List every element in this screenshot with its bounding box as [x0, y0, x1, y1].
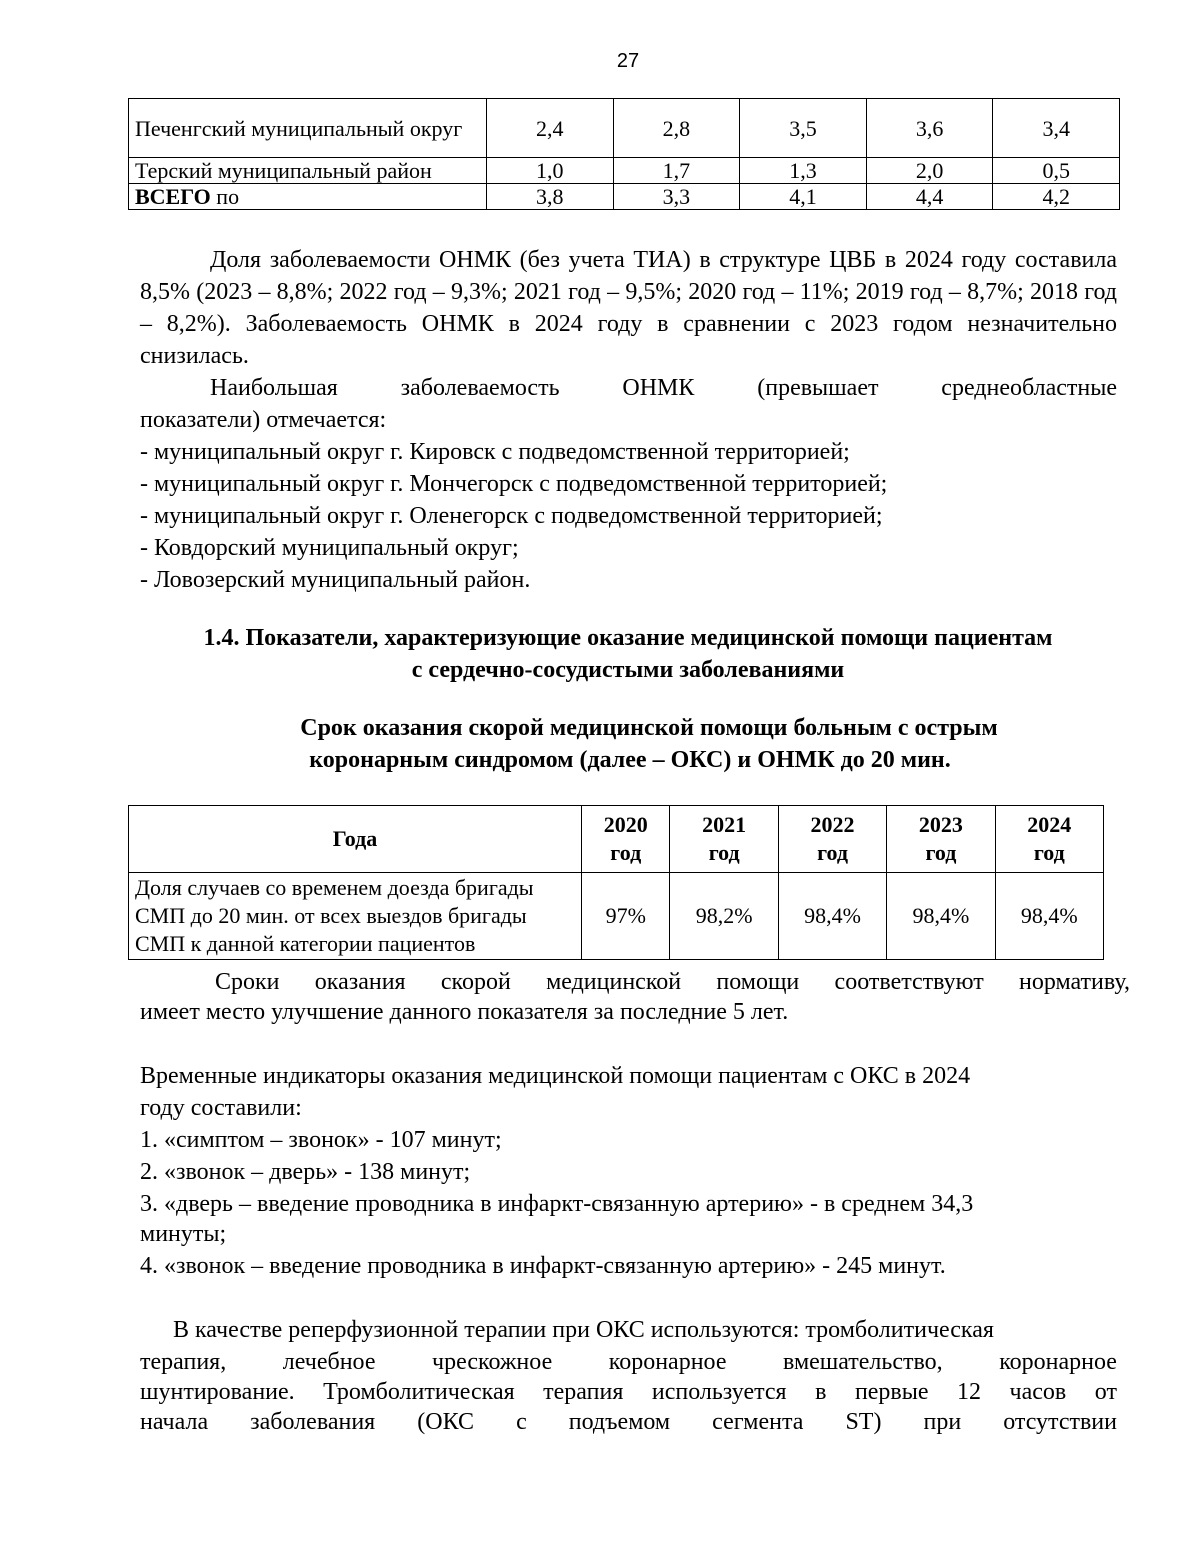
year: 2022	[810, 812, 855, 837]
table-row	[129, 158, 1120, 184]
total-label	[129, 184, 487, 210]
year: 2021	[702, 812, 747, 837]
paragraph-indicators-line1: Временные индикаторы оказания медицинской помощи пациентам с ОКС в 2024	[140, 1063, 971, 1089]
table-cell: 3,4	[993, 99, 1120, 158]
word: часов	[1009, 1379, 1067, 1405]
table-cell: 4,1	[740, 184, 867, 210]
paragraph-reperfusion-line4	[140, 1406, 1117, 1438]
table-cell: 3,6	[866, 99, 993, 158]
paragraph-reperfusion-line3	[140, 1376, 1117, 1408]
year-unit: год	[817, 840, 848, 865]
table-cell: 4,4	[866, 184, 993, 210]
word: используется	[651, 1379, 787, 1405]
word: ОНМК	[622, 375, 695, 401]
year-unit: год	[1033, 840, 1065, 865]
paragraph-terms-line1	[215, 966, 1130, 998]
word: с	[516, 1409, 527, 1435]
word: заболеваемость	[400, 375, 560, 401]
ambulance-time-table	[128, 805, 1104, 960]
word: вмешательство,	[783, 1349, 943, 1375]
year-unit: год	[925, 840, 957, 865]
district-name: Печенгский муниципальный округ	[129, 99, 487, 158]
paragraph-reperfusion-line1: В качестве реперфузионной терапии при ОКС используются: тромболитическая	[173, 1317, 994, 1343]
word: нормативу,	[1019, 969, 1130, 995]
word: медицинской	[546, 969, 682, 995]
word: Тромболитическая	[323, 1379, 515, 1405]
word: заболевания	[250, 1409, 376, 1435]
year-unit: год	[708, 840, 740, 865]
paragraph-terms-line2: имеет место улучшение данного показателя за последние 5 лет.	[140, 999, 789, 1025]
table-cell: 4,2	[993, 184, 1120, 210]
year: 2024	[1027, 812, 1072, 837]
word: терапия	[543, 1379, 624, 1405]
word: скорой	[440, 969, 511, 995]
list-item: - муниципальный округ г. Оленегорск с подведомственной территорией;	[140, 503, 883, 529]
table-cell: 98,4%	[778, 873, 886, 960]
list-item: 2. «звонок – дверь» - 138 минут;	[140, 1159, 471, 1185]
word: сегмента	[712, 1409, 804, 1435]
word: лечебное	[282, 1349, 376, 1375]
table-cell: 98,4%	[887, 873, 995, 960]
paragraph-highest-morbidity-line1	[210, 372, 1117, 404]
word: среднеобластные	[941, 375, 1117, 401]
paragraph-indicators-line2: году составили:	[140, 1095, 302, 1121]
table-cell: 3,5	[740, 99, 867, 158]
table-row	[129, 99, 1120, 158]
word: 12	[957, 1379, 982, 1405]
total-label-bold: ВСЕГО	[135, 184, 211, 209]
word: соответствуют	[834, 969, 984, 995]
table-cell: 98,2%	[670, 873, 778, 960]
table-cell: 1,7	[613, 158, 740, 184]
word: терапия,	[140, 1349, 227, 1375]
word: коронарное	[608, 1349, 727, 1375]
table-cell: 1,0	[487, 158, 614, 184]
table-row-total	[129, 184, 1120, 210]
paragraph-onmk-share: Доля заболеваемости ОНМК (без учета ТИА) в структуре ЦВБ в 2024 году составила 8,5% (2023 – 8,8%; 2022 год – 9,3%; 2021 год – 9,5%; 2020 год – 11%; 2019 год – 8,7%; 2018 год – 8,2%). Заболеваемость ОНМК в 2024 году в сравнении с 2023 годом незначительно снизилась.	[140, 247, 1117, 369]
table-cell: 1,3	[740, 158, 867, 184]
word: ST)	[845, 1409, 882, 1435]
word: Наибольшая	[210, 375, 338, 401]
word: коронарное	[999, 1349, 1117, 1375]
list-item: - Ловозерский муниципальный район.	[140, 567, 531, 593]
word: чрескожное	[432, 1349, 553, 1375]
table-cell: 3,8	[487, 184, 614, 210]
table-header-row	[129, 806, 1104, 873]
word: первые	[854, 1379, 929, 1405]
section-heading-line1: 1.4. Показатели, характеризующие оказание медицинской помощи пациентам	[203, 625, 1053, 651]
word: (ОКС	[417, 1409, 475, 1435]
word: от	[1094, 1379, 1117, 1405]
word: (превышает	[757, 375, 879, 401]
paragraph-highest-morbidity-line2: показатели) отмечается:	[140, 407, 387, 433]
row-label-line: СМП к данной категории пациентов	[135, 931, 476, 956]
year-unit: год	[610, 840, 642, 865]
total-label-rest: по	[210, 184, 240, 209]
word: оказания	[314, 969, 406, 995]
word: подъемом	[568, 1409, 671, 1435]
list-item: 4. «звонок – введение проводника в инфаркт-связанную артерию» - 245 минут.	[140, 1253, 946, 1279]
word: при	[923, 1409, 962, 1435]
table-cell: 2,0	[866, 158, 993, 184]
page-number: 27	[616, 50, 640, 72]
list-item: минуты;	[140, 1221, 227, 1247]
word: шунтирование.	[140, 1379, 295, 1405]
column-header-year	[670, 806, 778, 873]
word: Сроки	[215, 969, 280, 995]
column-header-year	[995, 806, 1103, 873]
table-title-line1: Срок оказания скорой медицинской помощи больным с острым	[300, 715, 998, 741]
row-label-line: Доля случаев со временем доезда бригады	[135, 875, 534, 900]
table-cell: 97%	[582, 873, 670, 960]
section-heading-line2: с сердечно-сосудистыми заболеваниями	[411, 657, 845, 683]
column-header-year	[582, 806, 670, 873]
column-header-years: Года	[129, 806, 582, 873]
word: отсутствии	[1003, 1409, 1117, 1435]
table-cell: 3,3	[613, 184, 740, 210]
table-title-line2: коронарным синдромом (далее – ОКС) и ОНМК до 20 мин.	[309, 747, 951, 773]
word: в	[815, 1379, 827, 1405]
table-cell: 2,8	[613, 99, 740, 158]
column-header-year	[887, 806, 995, 873]
word: начала	[140, 1409, 209, 1435]
morbidity-table	[128, 98, 1120, 210]
table-cell: 98,4%	[995, 873, 1103, 960]
table-cell: 0,5	[993, 158, 1120, 184]
list-item: - муниципальный округ г. Кировск с подведомственной территорией;	[140, 439, 850, 465]
list-item: 1. «симптом – звонок» - 107 минут;	[140, 1127, 502, 1153]
list-item: - муниципальный округ г. Мончегорск с подведомственной территорией;	[140, 471, 888, 497]
district-name: Терский муниципальный район	[129, 158, 487, 184]
paragraph-reperfusion-line2	[140, 1346, 1117, 1378]
list-item: 3. «дверь – введение проводника в инфаркт-связанную артерию» - в среднем 34,3	[140, 1191, 974, 1217]
year: 2023	[918, 812, 963, 837]
table-cell: 2,4	[487, 99, 614, 158]
list-item: - Ковдорский муниципальный округ;	[140, 535, 519, 561]
column-header-year	[778, 806, 886, 873]
row-label	[129, 873, 582, 960]
year: 2020	[603, 812, 648, 837]
row-label-line: СМП до 20 мин. от всех выездов бригады	[135, 903, 527, 928]
word: помощи	[716, 969, 800, 995]
table-row	[129, 873, 1104, 960]
